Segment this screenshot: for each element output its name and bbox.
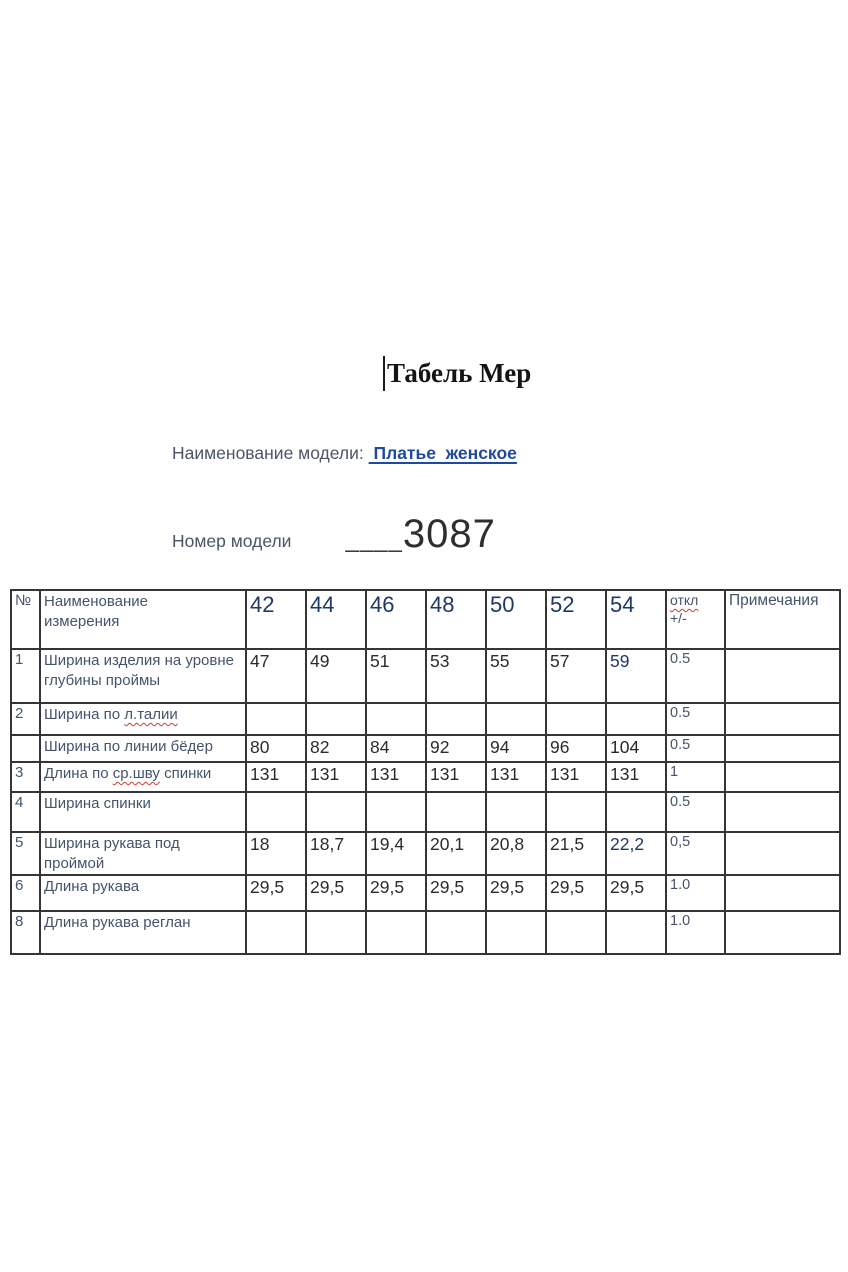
- value-cell: [486, 792, 546, 832]
- header-size-54: 54: [606, 590, 666, 649]
- value-cell: 29,5: [306, 875, 366, 911]
- value-cell: 29,5: [486, 875, 546, 911]
- misspelled-word: откл: [670, 592, 699, 608]
- model-name-value: Платье женское: [368, 443, 517, 463]
- value-cell: [366, 703, 426, 735]
- text-cursor-icon: [383, 356, 385, 391]
- measurement-label: [40, 703, 246, 735]
- measurement-label: [40, 762, 246, 792]
- header-deviation: [666, 590, 725, 649]
- value-cell: 80: [246, 735, 306, 762]
- notes-cell: [725, 832, 840, 875]
- value-cell: [546, 792, 606, 832]
- table-row: [11, 703, 840, 735]
- value-cell: [306, 703, 366, 735]
- value-cell: 131: [366, 762, 426, 792]
- value-cell: 131: [426, 762, 486, 792]
- value-cell: 104: [606, 735, 666, 762]
- header-number-column: №: [11, 590, 40, 649]
- measurement-label: [40, 875, 246, 911]
- value-cell: [366, 792, 426, 832]
- value-cell: 59: [606, 649, 666, 703]
- row-number: 8: [11, 911, 40, 954]
- value-cell: 18: [246, 832, 306, 875]
- value-cell: 20,1: [426, 832, 486, 875]
- measurement-label: [40, 792, 246, 832]
- deviation-cell: 0.5: [666, 735, 725, 762]
- header-size-42: 42: [246, 590, 306, 649]
- notes-cell: [725, 792, 840, 832]
- table-header-row: [11, 590, 840, 649]
- document-title-wrap: [383, 357, 531, 391]
- value-cell: [606, 911, 666, 954]
- label-text: Ширина по линии бёдер: [44, 738, 213, 755]
- model-number-line: [172, 512, 496, 557]
- label-text: спинки: [159, 765, 212, 782]
- value-cell: 20,8: [486, 832, 546, 875]
- value-cell: [306, 792, 366, 832]
- misspelled-word: л.талии: [124, 706, 178, 723]
- deviation-cell: 1.0: [666, 875, 725, 911]
- measurement-label: [40, 735, 246, 762]
- table-row: [11, 735, 840, 762]
- measurement-table: [10, 589, 841, 955]
- value-cell: 29,5: [246, 875, 306, 911]
- table-row: [11, 875, 840, 911]
- label-text: Ширина изделия на уровне: [44, 652, 234, 669]
- deviation-cell: 0.5: [666, 792, 725, 832]
- row-number: 2: [11, 703, 40, 735]
- value-cell: 55: [486, 649, 546, 703]
- value-cell: [426, 911, 486, 954]
- label-text: Длина рукава реглан: [44, 914, 191, 931]
- label-text: Ширина спинки: [44, 795, 151, 812]
- header-size-52: 52: [546, 590, 606, 649]
- notes-cell: [725, 703, 840, 735]
- measurement-label: [40, 911, 246, 954]
- label-text: Наименование: [44, 593, 148, 610]
- table-row: [11, 911, 840, 954]
- deviation-cell: 0.5: [666, 649, 725, 703]
- header-measurement-name: [40, 590, 246, 649]
- deviation-cell: 0,5: [666, 832, 725, 875]
- value-cell: [546, 911, 606, 954]
- row-number: [11, 735, 40, 762]
- document-title: Табель Мер: [387, 358, 532, 388]
- value-cell: 29,5: [546, 875, 606, 911]
- header-size-50: 50: [486, 590, 546, 649]
- notes-cell: [725, 735, 840, 762]
- value-cell: 92: [426, 735, 486, 762]
- value-cell: 22,2: [606, 832, 666, 875]
- row-number: 6: [11, 875, 40, 911]
- model-number-underscores: ____: [345, 526, 403, 553]
- value-cell: [606, 703, 666, 735]
- value-cell: 47: [246, 649, 306, 703]
- table-row: [11, 792, 840, 832]
- value-cell: 19,4: [366, 832, 426, 875]
- header-size-44: 44: [306, 590, 366, 649]
- table-row: [11, 649, 840, 703]
- value-cell: 53: [426, 649, 486, 703]
- value-cell: 29,5: [426, 875, 486, 911]
- label-text: измерения: [44, 612, 120, 630]
- label-text: Длина по: [44, 765, 113, 782]
- model-name-label: Наименование модели:: [172, 443, 369, 463]
- value-cell: [546, 703, 606, 735]
- label-text: Длина рукава: [44, 878, 140, 895]
- value-cell: 29,5: [366, 875, 426, 911]
- notes-cell: [725, 649, 840, 703]
- notes-cell: [725, 762, 840, 792]
- value-cell: 57: [546, 649, 606, 703]
- value-cell: 131: [306, 762, 366, 792]
- label-text: глубины проймы: [44, 671, 161, 689]
- value-cell: [246, 703, 306, 735]
- value-cell: 49: [306, 649, 366, 703]
- value-cell: 131: [486, 762, 546, 792]
- value-cell: 94: [486, 735, 546, 762]
- value-cell: [486, 911, 546, 954]
- table-row: [11, 762, 840, 792]
- value-cell: [366, 911, 426, 954]
- deviation-cell: 1.0: [666, 911, 725, 954]
- row-number: 1: [11, 649, 40, 703]
- row-number: 3: [11, 762, 40, 792]
- deviation-cell: 0.5: [666, 703, 725, 735]
- value-cell: [426, 792, 486, 832]
- value-cell: 84: [366, 735, 426, 762]
- value-cell: [246, 792, 306, 832]
- label-text: +/-: [670, 609, 687, 626]
- value-cell: 131: [606, 762, 666, 792]
- value-cell: [246, 911, 306, 954]
- misspelled-word: ср.шву: [112, 765, 160, 782]
- value-cell: 18,7: [306, 832, 366, 875]
- model-name-line: [172, 443, 517, 464]
- model-number-label: Номер модели: [172, 531, 292, 551]
- value-cell: 131: [546, 762, 606, 792]
- value-cell: [426, 703, 486, 735]
- value-cell: 131: [246, 762, 306, 792]
- header-size-48: 48: [426, 590, 486, 649]
- row-number: 4: [11, 792, 40, 832]
- measurement-label: [40, 649, 246, 703]
- notes-cell: [725, 875, 840, 911]
- value-cell: 29,5: [606, 875, 666, 911]
- label-text: Ширина по: [44, 706, 125, 723]
- model-number-value: 3087: [402, 512, 496, 556]
- header-notes: Примечания: [725, 590, 840, 649]
- label-text: Ширина рукава под проймой: [44, 835, 180, 872]
- table-row: [11, 832, 840, 875]
- value-cell: [486, 703, 546, 735]
- value-cell: 82: [306, 735, 366, 762]
- measurement-label: [40, 832, 246, 875]
- row-number: 5: [11, 832, 40, 875]
- value-cell: 96: [546, 735, 606, 762]
- notes-cell: [725, 911, 840, 954]
- value-cell: [306, 911, 366, 954]
- value-cell: 51: [366, 649, 426, 703]
- deviation-cell: 1: [666, 762, 725, 792]
- value-cell: [606, 792, 666, 832]
- header-size-46: 46: [366, 590, 426, 649]
- value-cell: 21,5: [546, 832, 606, 875]
